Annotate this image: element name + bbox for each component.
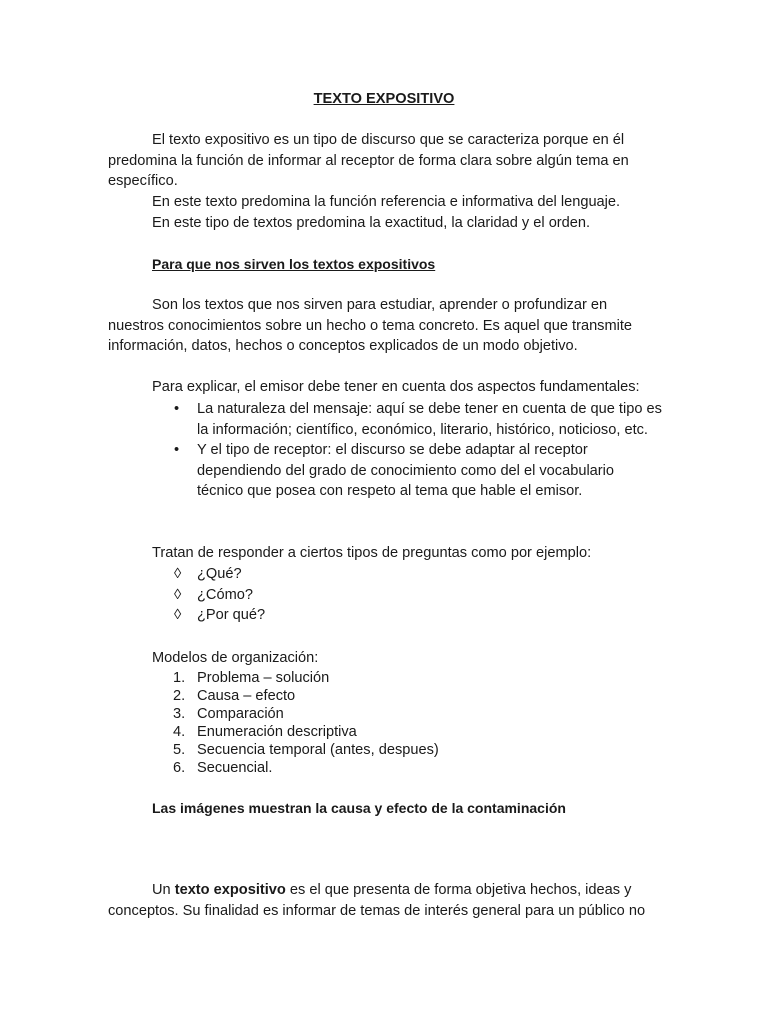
list-item xyxy=(152,440,664,502)
list-item xyxy=(152,605,664,626)
aspects-intro: Para explicar, el emisor debe tener en cuenta dos aspectos fundamentales: xyxy=(152,379,640,395)
section-heading-purpose: Para que nos sirven los textos expositivos xyxy=(152,256,436,272)
questions-intro: Tratan de responder a ciertos tipos de preguntas como por ejemplo: xyxy=(152,545,592,561)
diamond-icon: ◊ xyxy=(174,566,182,582)
list-item: 5. Secuencia temporal (antes, despues) xyxy=(173,742,439,758)
list-item: 4. Enumeración descriptiva xyxy=(173,724,357,740)
list-item xyxy=(152,585,664,606)
list-item xyxy=(152,564,664,585)
list-item-text: ¿Cómo? xyxy=(197,586,253,603)
intro-line-3: En este tipo de textos predomina la exactitud, la claridad y el orden. xyxy=(152,215,591,231)
emphasis-term: texto expositivo xyxy=(174,882,286,898)
list-item xyxy=(152,399,664,440)
list-item: 3. Comparación xyxy=(173,706,284,722)
questions-list xyxy=(152,564,664,626)
section-heading-images: Las imágenes muestran la causa y efecto de la contaminación xyxy=(152,800,566,816)
list-item-text: ¿Qué? xyxy=(197,566,242,582)
aspects-list xyxy=(152,399,664,502)
bullet-icon: • xyxy=(174,442,180,458)
intro-line-2: En este texto predomina la función referencia e informativa del lenguaje. xyxy=(152,194,621,210)
document-title: TEXTO EXPOSITIVO xyxy=(313,91,455,107)
list-item: 1. Problema – solución xyxy=(173,670,330,686)
list-item-text: ¿Por qué? xyxy=(197,607,266,623)
models-list xyxy=(152,669,439,777)
bullet-icon: • xyxy=(174,401,180,417)
list-item: 2. Causa – efecto xyxy=(173,688,296,704)
list-item-text: Y el tipo de receptor: el discurso se debe adaptar al receptor dependiendo del grado de conocimiento como del el vocabulario técnico que posea con respeto al tema que hable el emisor. xyxy=(197,442,615,499)
diamond-icon: ◊ xyxy=(174,586,182,603)
purpose-paragraph: Son los textos que nos sirven para estudiar, aprender o profundizar en nuestros conocimientos sobre un hecho o tema concreto. Es aquel que transmite información, datos, hechos o conceptos explicados de un modo objetivo. xyxy=(108,297,633,354)
closing-paragraph: Un texto expositivo es el que presenta de forma objetiva hechos, ideas y conceptos. Su finalidad es informar de temas de interés general para un público no xyxy=(108,882,646,919)
diamond-icon: ◊ xyxy=(174,607,182,623)
list-item: 6. Secuencial. xyxy=(173,760,273,776)
models-intro: Modelos de organización: xyxy=(152,650,319,666)
intro-paragraph: El texto expositivo es un tipo de discurso que se caracteriza porque en él predomina la función de informar al receptor de forma clara sobre algún tema en específico. xyxy=(108,132,629,189)
list-item-text: La naturaleza del mensaje: aquí se debe tener en cuenta de que tipo es la información; científico, económico, literario, histórico, noticioso, etc. xyxy=(197,401,662,438)
